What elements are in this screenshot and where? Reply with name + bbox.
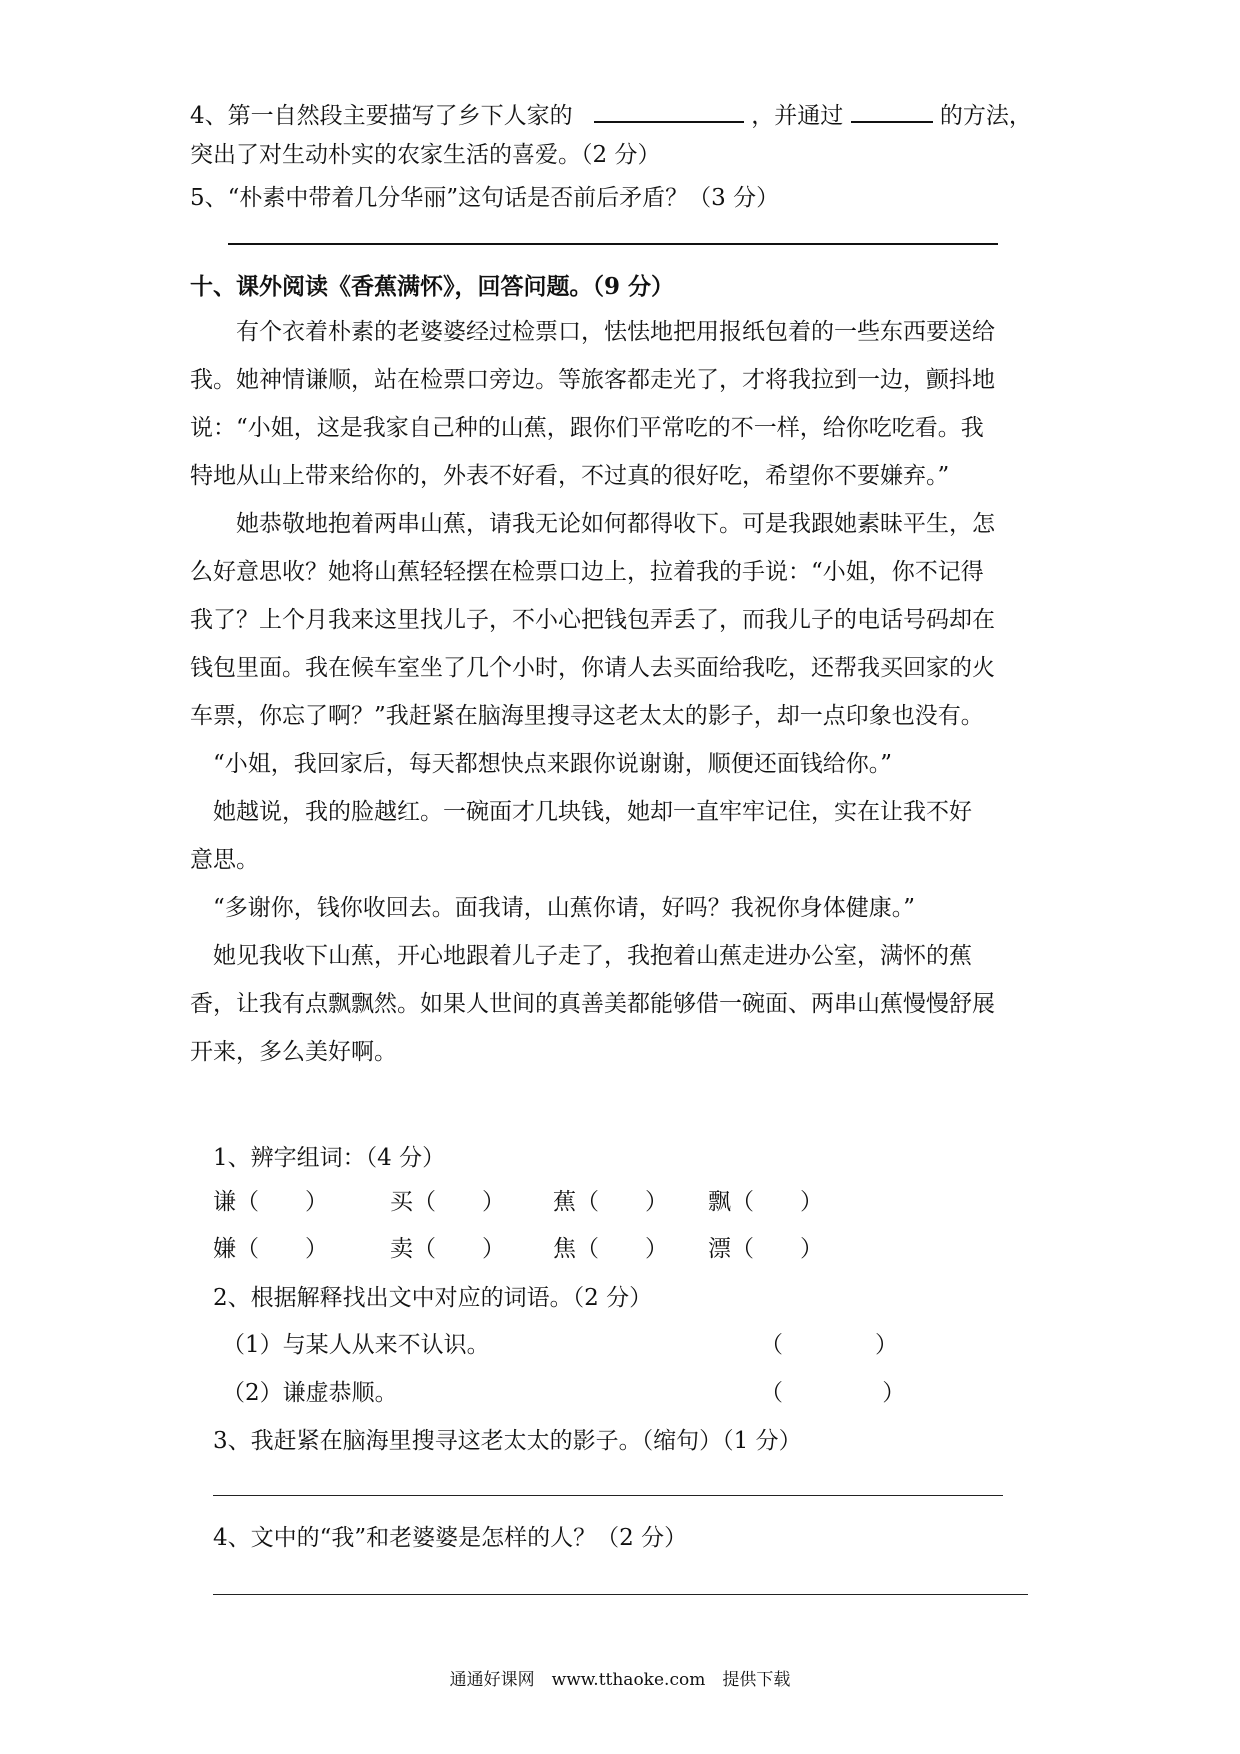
- passage-line: 我了？上个月我来这里找儿子，不小心把钱包弄丢了，而我儿子的电话号码却在: [190, 607, 995, 633]
- q2-item-text: （2）谦虚恭顺。: [222, 1380, 398, 1406]
- q1-item[interactable]: 谦（ ）: [213, 1189, 328, 1215]
- passage-line: 意思。: [190, 847, 259, 873]
- passage-line: 钱包里面。我在候车室坐了几个小时，你请人去买面给我吃，还帮我买回家的火: [190, 655, 995, 681]
- passage-line: “多谢你，钱你收回去。面我请，山蕉你请，好吗？我祝你身体健康。”: [190, 895, 916, 921]
- q1-item[interactable]: 飘（ ）: [708, 1189, 823, 1215]
- q3-question: 3、我赶紧在脑海里搜寻这老太太的影子。（缩句）（1 分）: [213, 1428, 802, 1454]
- q3-answer-line[interactable]: [213, 1495, 1003, 1496]
- q2-item-blank[interactable]: （ ）: [760, 1332, 898, 1358]
- q4-text-a: 4、第一自然段主要描写了乡下人家的: [190, 103, 573, 129]
- q2-item-blank[interactable]: （ ）: [760, 1380, 906, 1406]
- q1-item[interactable]: 漂（ ）: [708, 1236, 823, 1262]
- passage-line: 开来，多么美好啊。: [190, 1039, 397, 1065]
- q1-question: 1、辨字组词：（4 分）: [213, 1145, 446, 1171]
- passage-line: “小姐，我回家后，每天都想快点来跟你说谢谢，顺便还面钱给你。”: [190, 751, 893, 777]
- q1-item[interactable]: 蕉（ ）: [553, 1189, 668, 1215]
- passage-line: 特地从山上带来给你的，外表不好看，不过真的很好吃，希望你不要嫌弃。”: [190, 463, 950, 489]
- q4-line2: 突出了对生动朴实的农家生活的喜爱。（2 分）: [190, 142, 661, 168]
- q5-question: 5、“朴素中带着几分华丽”这句话是否前后矛盾？（3 分）: [190, 185, 780, 211]
- passage-line: 车票，你忘了啊？”我赶紧在脑海里搜寻这老太太的影子，却一点印象也没有。: [190, 703, 984, 729]
- q2-question: 2、根据解释找出文中对应的词语。（2 分）: [213, 1285, 653, 1311]
- q4-text-b: ，并通过: [751, 103, 844, 129]
- footer-watermark: 通通好课网 www.tthaoke.com 提供下载: [449, 1670, 791, 1690]
- passage-line: 她恭敬地抱着两串山蕉，请我无论如何都得收下。可是我跟她素昧平生，怎: [190, 511, 995, 537]
- q1-item[interactable]: 卖（ ）: [390, 1236, 505, 1262]
- q1-item[interactable]: 焦（ ）: [553, 1236, 668, 1262]
- q4-reading-question: 4、文中的“我”和老婆婆是怎样的人？（2 分）: [213, 1525, 688, 1551]
- q4-answer-line[interactable]: [213, 1594, 1028, 1595]
- passage-line: 我。她神情谦顺，站在检票口旁边。等旅客都走光了，才将我拉到一边，颤抖地: [190, 367, 995, 393]
- reading-passage: [190, 308, 1060, 1076]
- section10-heading: 十、课外阅读《香蕉满怀》，回答问题。（9 分）: [190, 273, 675, 300]
- q4-line1: [190, 101, 1032, 128]
- q4-blank-1[interactable]: [594, 101, 744, 123]
- passage-line: 有个衣着朴素的老婆婆经过检票口，怯怯地把用报纸包着的一些东西要送给: [190, 319, 995, 345]
- passage-line: 么好意思收？她将山蕉轻轻摆在检票口边上，拉着我的手说：“小姐，你不记得: [190, 559, 984, 585]
- q4-blank-2[interactable]: [851, 101, 933, 123]
- passage-line: 说：“小姐，这是我家自己种的山蕉，跟你们平常吃的不一样，给你吃吃看。我: [190, 415, 984, 441]
- passage-line: 她越说，我的脸越红。一碗面才几块钱，她却一直牢牢记住，实在让我不好: [190, 799, 972, 825]
- passage-line: 她见我收下山蕉，开心地跟着儿子走了，我抱着山蕉走进办公室，满怀的蕉: [190, 943, 972, 969]
- q1-item[interactable]: 买（ ）: [390, 1189, 505, 1215]
- passage-line: 香，让我有点飘飘然。如果人世间的真善美都能够借一碗面、两串山蕉慢慢舒展: [190, 991, 995, 1017]
- q2-item-text: （1）与某人从来不认识。: [222, 1332, 490, 1358]
- q4-text-c: 的方法，: [939, 103, 1032, 129]
- q1-item[interactable]: 嫌（ ）: [213, 1236, 328, 1262]
- q5-answer-line[interactable]: [228, 243, 998, 245]
